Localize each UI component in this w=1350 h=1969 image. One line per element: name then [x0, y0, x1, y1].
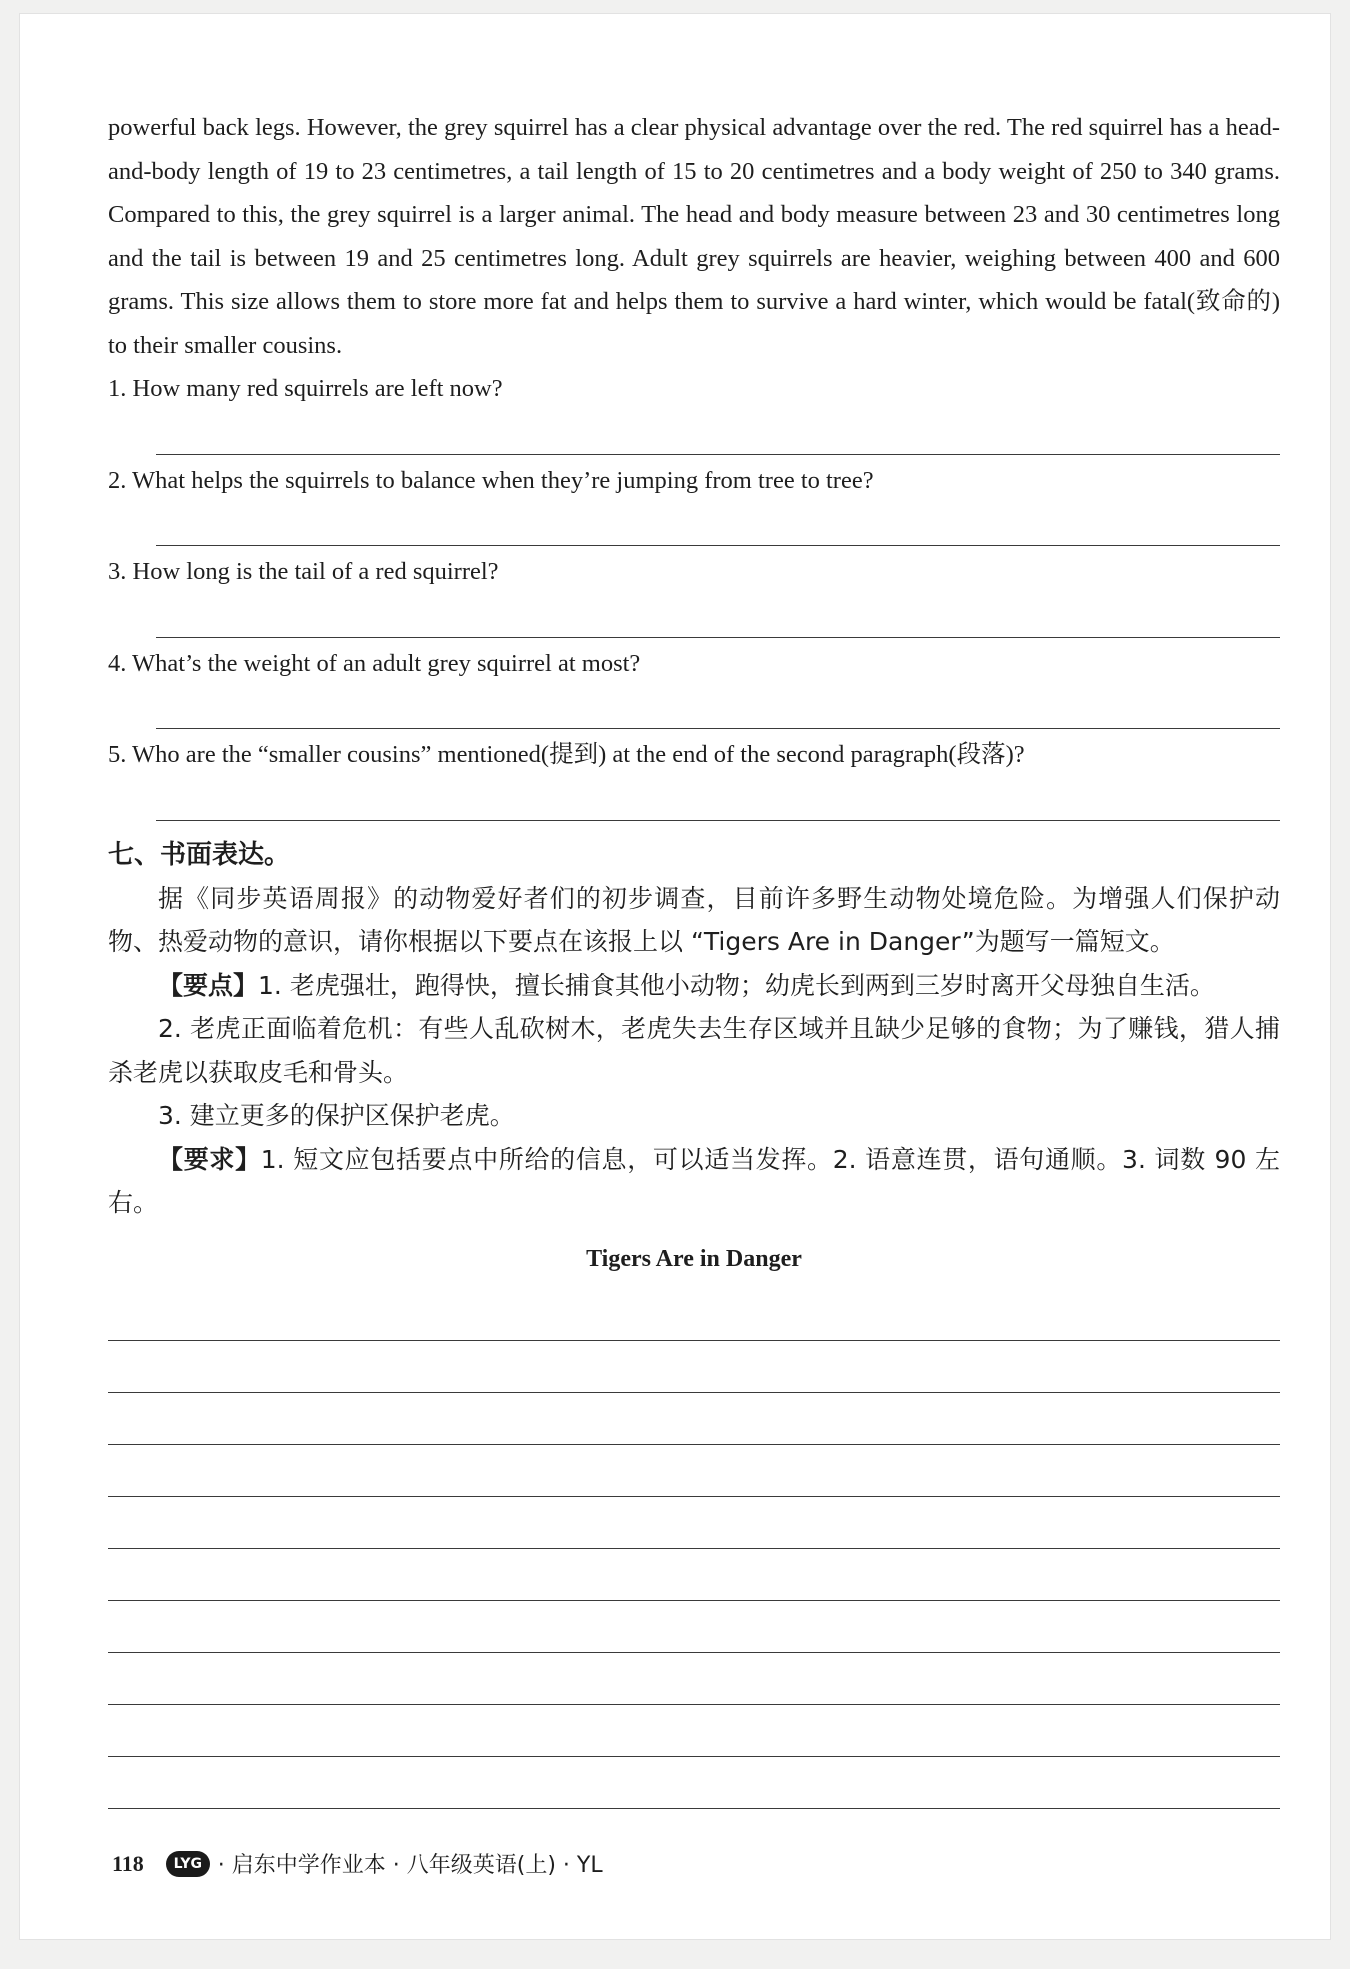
question-3 [108, 550, 1280, 638]
requirements-text: 1. 短文应包括要点中所给的信息，可以适当发挥。2. 语意连贯，语句通顺。3. 词数 90 左右。 [108, 1144, 1280, 1217]
answer-line[interactable] [156, 411, 1280, 455]
writing-line[interactable] [108, 1601, 1280, 1653]
writing-line[interactable] [108, 1549, 1280, 1601]
writing-point-3: 3. 建立更多的保护区保护老虎。 [158, 1101, 515, 1130]
writing-line[interactable] [108, 1445, 1280, 1497]
answer-line[interactable] [156, 594, 1280, 638]
question-text: 2. What helps the squirrels to balance when they’re jumping from tree to tree? [108, 466, 874, 494]
question-4 [108, 642, 1280, 730]
question-text: 5. Who are the “smaller cousins” mentioned(提到) at the end of the second paragraph(段落)? [108, 741, 1025, 768]
answer-line[interactable] [156, 685, 1280, 729]
writing-line[interactable] [108, 1653, 1280, 1705]
question-text: 3. How long is the tail of a red squirrel? [108, 558, 499, 585]
series-title: · 启东中学作业本 · 八年级英语(上) · YL [217, 1853, 603, 1878]
essay-title: Tigers Are in Danger [586, 1245, 802, 1272]
writing-line[interactable] [108, 1289, 1280, 1341]
question-text: 1. How many red squirrels are left now? [108, 375, 503, 402]
requirements-label: 【要求】 [158, 1144, 261, 1174]
question-2 [108, 459, 1280, 547]
point-1-text: 1. 老虎强壮，跑得快，擅长捕食其他小动物；幼虎长到两到三岁时离开父母独自生活。 [258, 970, 1215, 1000]
question-1 [108, 367, 1280, 455]
page-footer [112, 1848, 603, 1879]
worksheet-page [20, 14, 1330, 1939]
writing-requirements [108, 1138, 1280, 1225]
writing-intro: 据《同步英语周报》的动物爱好者们的初步调查，目前许多野生动物处境危险。为增强人们保护动物、热爱动物的意识，请你根据以下要点在该报上以 “Tigers Are in Danger”为题写一篇短文。 [108, 883, 1280, 956]
writing-point-1 [108, 964, 1280, 1008]
writing-line[interactable] [108, 1705, 1280, 1757]
page-number: 118 [112, 1850, 144, 1876]
question-5 [108, 733, 1280, 821]
section-title: 七、书面表达。 [108, 839, 291, 870]
writing-line[interactable] [108, 1341, 1280, 1393]
answer-line[interactable] [156, 777, 1280, 821]
writing-point-2: 2. 老虎正面临着危机：有些人乱砍树木，老虎失去生存区域并且缺少足够的食物；为了赚钱，猎人捕杀老虎以获取皮毛和骨头。 [108, 1014, 1280, 1087]
writing-area[interactable] [108, 1289, 1280, 1809]
reading-passage: powerful back legs. However, the grey squirrel has a clear physical advantage over the red. The red squirrel has a head-and-body length of 19 to 23 centimetres, a tail length of 15 to 20 centimetres and a body weight of 250 to 340 grams. Compared to this, the grey squirrel is a larger animal. The head and body measure between 23 and 30 centimetres long and the tail is between 19 and 25 centimetres long. Adult grey squirrels are heavier, weighing between 400 and 600 grams. This size allows them to store more fat and helps them to survive a hard winter, which would be fatal(致命的) to their smaller cousins. [108, 114, 1280, 359]
writing-line[interactable] [108, 1497, 1280, 1549]
publisher-logo: LYG [166, 1851, 210, 1877]
answer-line[interactable] [156, 502, 1280, 546]
question-text: 4. What’s the weight of an adult grey squirrel at most? [108, 649, 641, 677]
writing-line[interactable] [108, 1393, 1280, 1445]
page-content [108, 106, 1280, 1809]
writing-line[interactable] [108, 1757, 1280, 1809]
points-label: 【要点】 [158, 970, 259, 1000]
